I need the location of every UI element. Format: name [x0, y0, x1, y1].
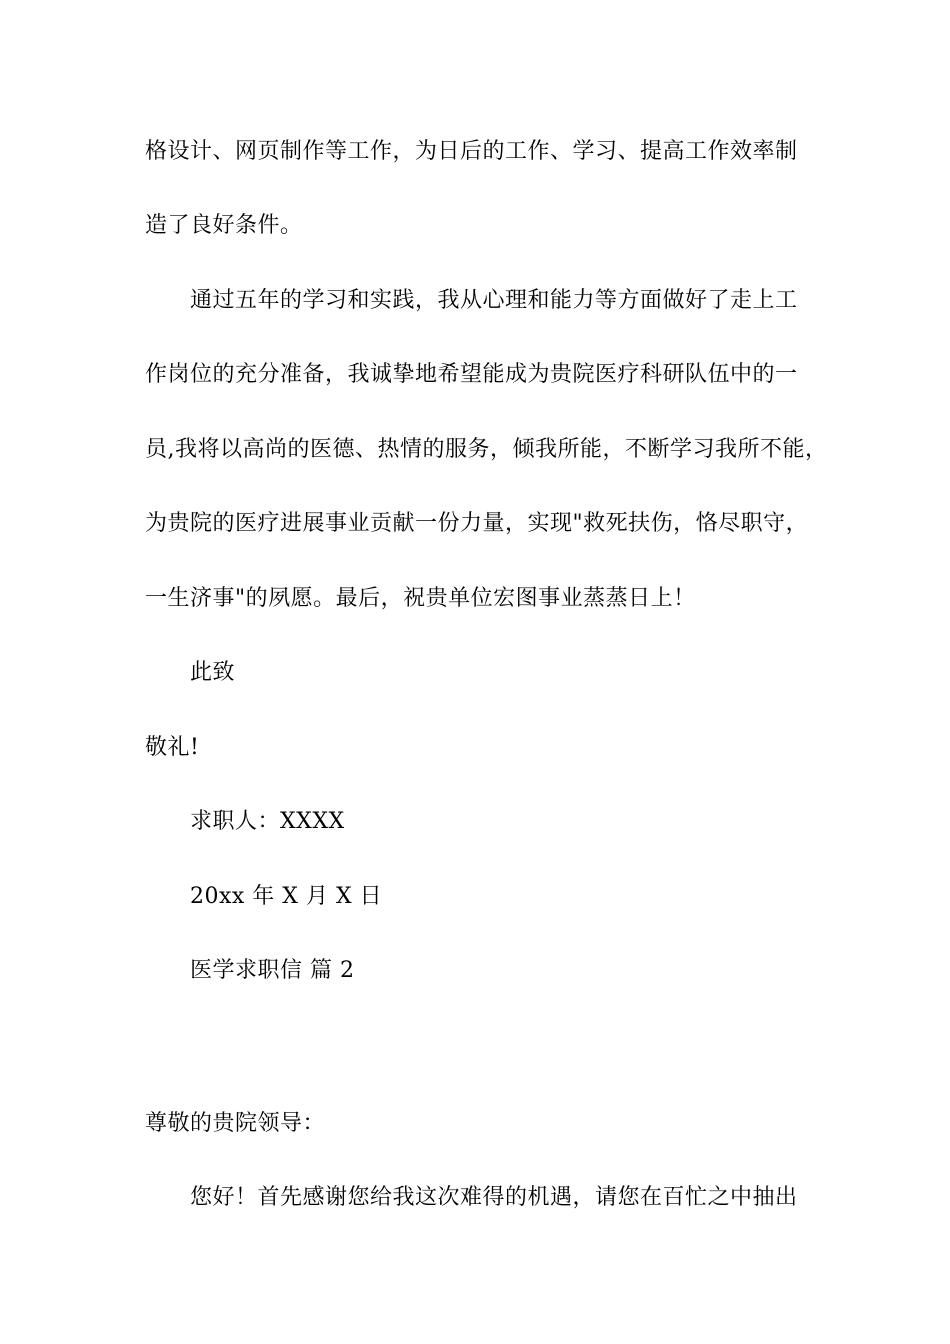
paragraph-line: 作岗位的充分准备，我诚挚地希望能成为贵院医疗科研队伍中的一	[145, 362, 798, 387]
paragraph-line: 您好！首先感谢您给我这次难得的机遇，请您在百忙之中抽出	[190, 1185, 798, 1210]
letter-greeting: 尊敬的贵院领导：	[145, 1111, 326, 1136]
closing-regards: 敬礼!	[145, 735, 200, 760]
applicant-name: 求职人：XXXX	[190, 809, 345, 834]
paragraph-line: 一生济事"的夙愿。最后，祝贵单位宏图事业蒸蒸日上！	[145, 586, 696, 611]
closing-salutation: 此致	[190, 660, 236, 685]
paragraph-line: 通过五年的学习和实践，我从心理和能力等方面做好了走上工	[190, 288, 798, 313]
letter-date: 20xx 年 X 月 X 日	[190, 884, 383, 909]
paragraph-line: 员,我将以高尚的医德、热情的服务，倾我所能，不断学习我所不能，	[145, 437, 828, 462]
paragraph-line: 造了良好条件。	[145, 213, 303, 238]
paragraph-line: 为贵院的医疗进展事业贡献一份力量，实现"救死扶伤，恪尽职守，	[145, 511, 809, 536]
section-heading: 医学求职信 篇 2	[190, 958, 355, 983]
paragraph-line: 格设计、网页制作等工作，为日后的工作、学习、提高工作效率制	[145, 139, 798, 164]
